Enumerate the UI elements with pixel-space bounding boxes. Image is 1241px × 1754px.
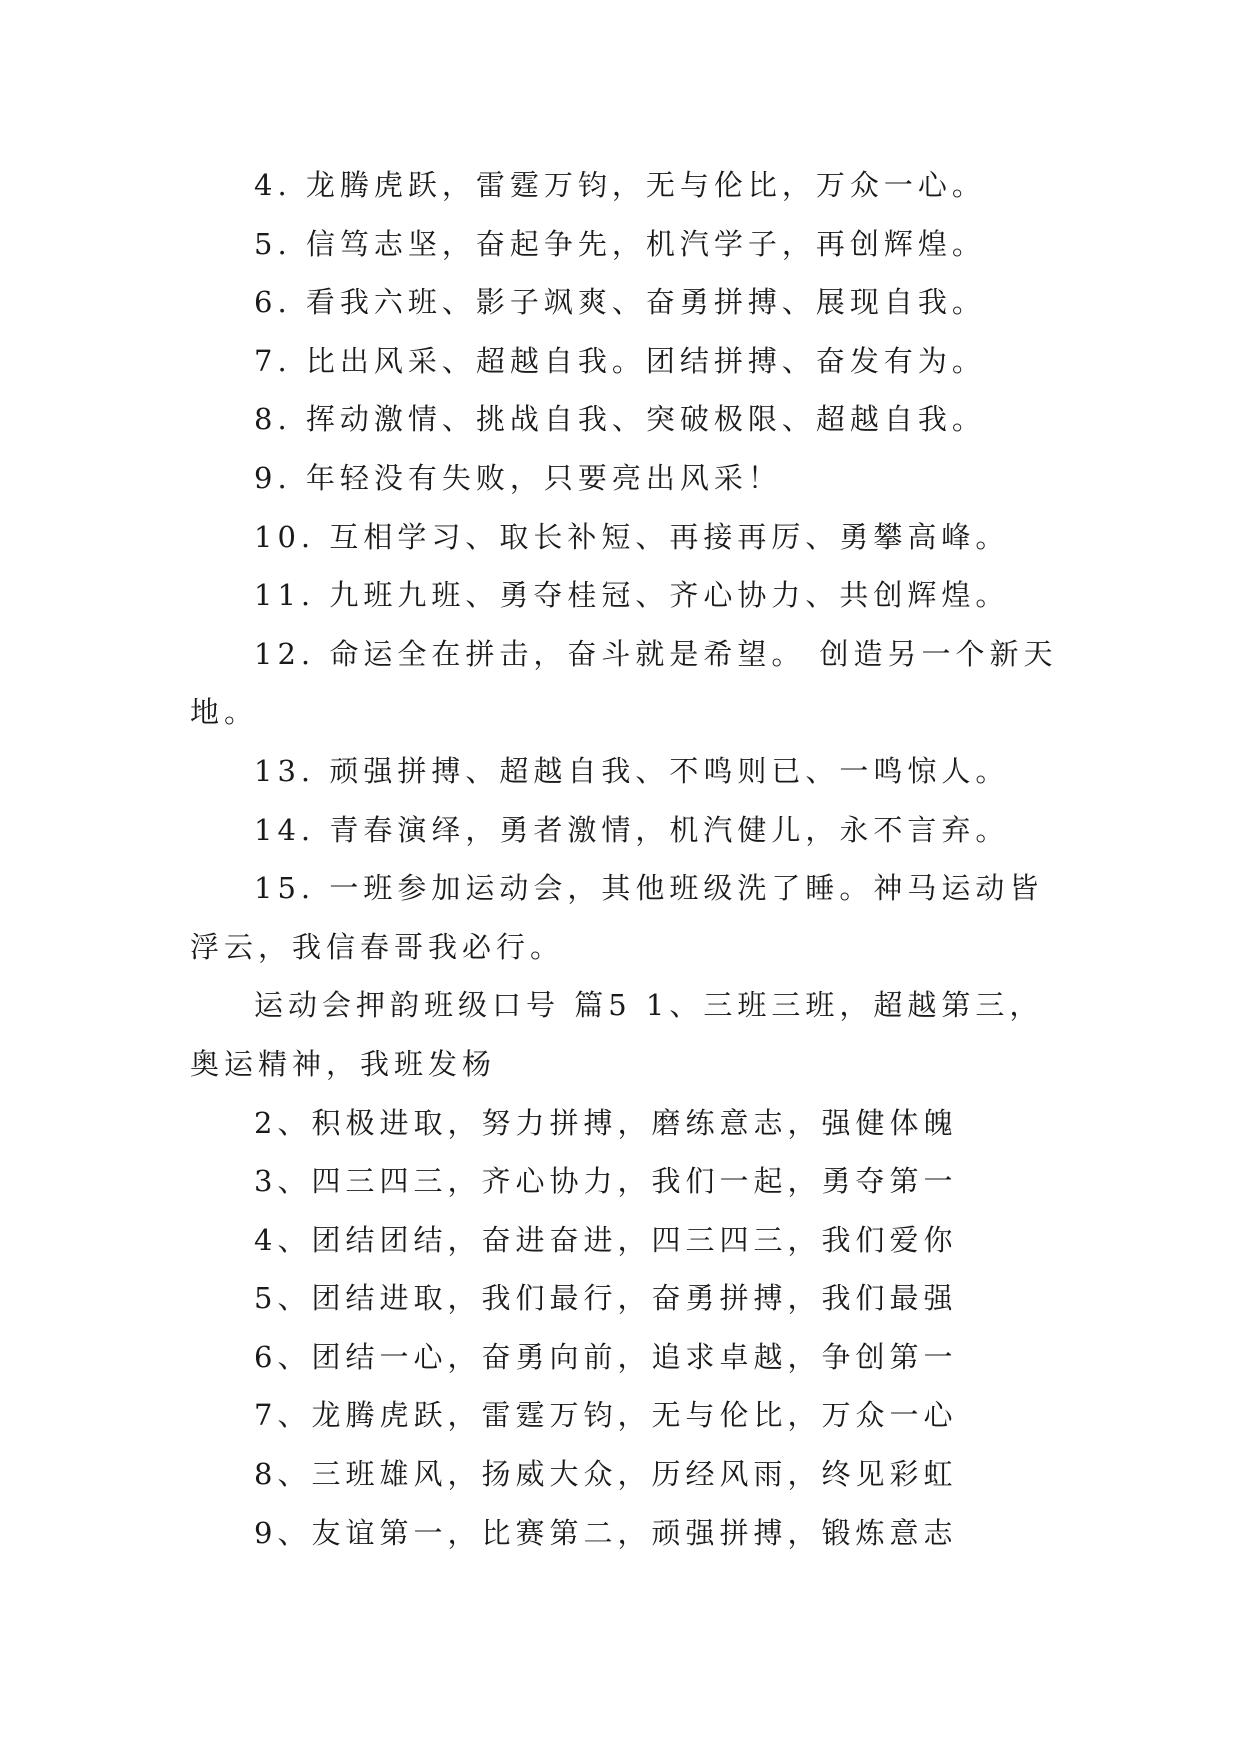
paragraph: 4、团结团结，奋进奋进，四三四三，我们爱你 [254,1222,958,1257]
paragraph: 10. 互相学习、取长补短、再接再厉、勇攀高峰。 [254,519,1010,554]
document-body [190,156,1070,1562]
paragraph: 8. 挥动激情、挑战自我、突破极限、超越自我。 [254,402,986,437]
paragraph: 3、四三四三，齐心协力，我们一起，勇夺第一 [254,1164,958,1199]
paragraph: 8、三班雄风，扬威大众，历经风雨，终见彩虹 [254,1457,958,1492]
paragraph: 9、友谊第一，比赛第二，顽强拼搏，锻炼意志 [254,1515,958,1550]
paragraph: 9. 年轻没有失败，只要亮出风采！ [254,460,782,495]
paragraph: 6、团结一心，奋勇向前，追求卓越，争创第一 [254,1339,958,1374]
paragraph: 5. 信笃志坚，奋起争先，机汽学子，再创辉煌。 [254,226,986,261]
paragraph: 5、团结进取，我们最行，奋勇拼搏，我们最强 [254,1281,958,1316]
paragraph: 12. 命运全在拼击，奋斗就是希望。 创造另一个新天地。 [190,636,1058,730]
paragraph: 6. 看我六班、影子飒爽、奋勇拼搏、展现自我。 [254,285,986,320]
paragraph: 13. 顽强拼搏、超越自我、不鸣则已、一鸣惊人。 [254,753,1010,788]
section-heading-paragraph: 运动会押韵班级口号 篇5 1、三班三班，超越第三，奥运精神，我班发杨 [190,988,1044,1081]
paragraph: 7、龙腾虎跃，雷霆万钧，无与伦比，万众一心 [254,1398,958,1433]
paragraph: 15. 一班参加运动会，其他班级洗了睡。神马运动皆浮云，我信春哥我必行。 [190,871,1044,964]
paragraph: 14. 青春演绎，勇者激情，机汽健儿，永不言弃。 [254,812,1010,847]
paragraph: 2、积极进取，努力拼搏，磨练意志，强健体魄 [254,1105,958,1140]
paragraph: 7. 比出风采、超越自我。团结拼搏、奋发有为。 [254,343,986,378]
paragraph: 4. 龙腾虎跃，雷霆万钧，无与伦比，万众一心。 [254,168,986,202]
paragraph: 11. 九班九班、勇夺桂冠、齐心协力、共创辉煌。 [254,578,1010,613]
